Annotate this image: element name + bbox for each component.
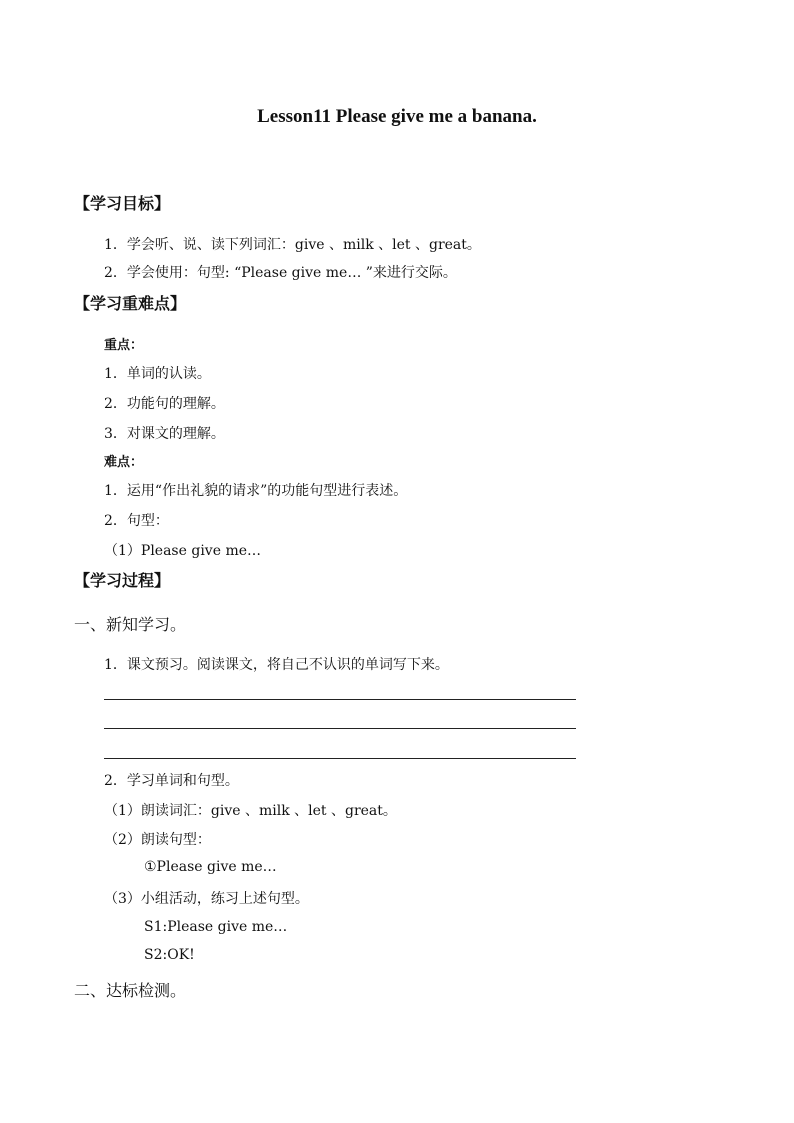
dialogue-line: S2:OK! — [144, 947, 195, 963]
difficult-item: （1）Please give me… — [104, 543, 262, 559]
difficult-label: 难点： — [104, 455, 144, 470]
dialogue-line: S1:Please give me… — [144, 919, 288, 935]
page-title: Lesson11 Please give me a banana. — [257, 106, 537, 127]
key-item: 3．对课文的理解。 — [104, 426, 225, 442]
step2-text: 2．学习单词和句型。 — [104, 773, 239, 789]
key-item: 1．单词的认读。 — [104, 366, 211, 382]
section-heading-key-points: 【学习重难点】 — [74, 294, 187, 313]
part2-heading: 二、达标检测。 — [74, 981, 187, 1000]
step1-text: 1．课文预习。阅读课文，将自己不认识的单词写下来。 — [104, 657, 449, 673]
section-heading-goals: 【学习目标】 — [74, 194, 171, 213]
goal-item: 1．学会听、说、读下列词汇：give 、milk 、let 、great。 — [104, 237, 481, 253]
goal-item: 2．学会使用：句型: “Please give me… ”来进行交际。 — [104, 265, 457, 281]
key-label: 重点： — [104, 338, 144, 353]
difficult-item: 2．句型： — [104, 513, 169, 529]
answer-blank-line[interactable] — [104, 728, 576, 729]
key-item: 2．功能句的理解。 — [104, 396, 225, 412]
step2-item: （2）朗读句型： — [104, 832, 211, 848]
answer-blank-line[interactable] — [104, 699, 576, 700]
step2-item: （3）小组活动，练习上述句型。 — [104, 891, 309, 907]
difficult-item: 1．运用“作出礼貌的请求”的功能句型进行表述。 — [104, 483, 408, 499]
section-heading-process: 【学习过程】 — [74, 571, 171, 590]
step2-item: （1）朗读词汇：give 、milk 、let 、great。 — [104, 803, 397, 819]
part1-heading: 一、新知学习。 — [74, 615, 187, 634]
step2-item: ①Please give me… — [144, 859, 277, 875]
answer-blank-line[interactable] — [104, 758, 576, 759]
